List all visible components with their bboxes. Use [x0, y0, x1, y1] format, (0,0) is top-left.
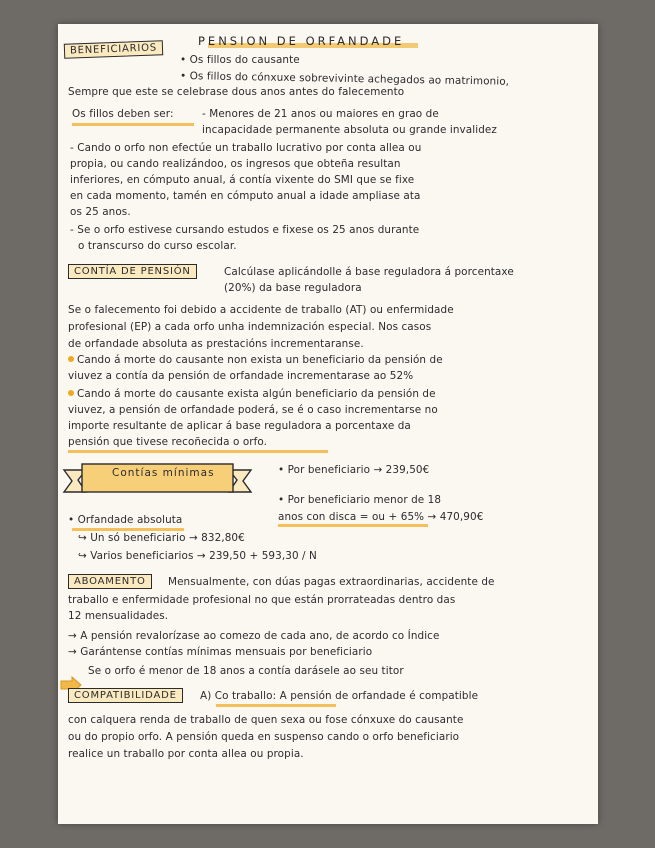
text-line: viuvez a contía da pensión de orfandade incrementarase ao 52% [68, 370, 414, 382]
page-title: PENSION DE ORFANDADE [198, 34, 405, 48]
text-line: Se o orfo é menor de 18 anos a contía darásele ao seu titor [88, 665, 404, 677]
text-line: 12 mensualidades. [68, 610, 169, 622]
text-line: os 25 anos. [70, 206, 131, 218]
subheading-underline [72, 123, 194, 126]
text-line: pensión que tivese recoñecida o orfo. [68, 436, 268, 448]
text-line: importe resultante de aplicar á base reguladora a porcentaxe da [68, 420, 411, 432]
text-line: (20%) da base reguladora [224, 282, 362, 294]
text-line: → Garántense contías mínimas mensuais por beneficiario [68, 646, 373, 658]
text-line: o transcurso do curso escolar. [78, 240, 237, 252]
text-line: Cando á morte do causante exista algún beneficiario da pensión de [68, 388, 436, 400]
text-line: - Menores de 21 anos ou maiores en grao de [202, 108, 439, 120]
heading-contia: CONTÍA DE PENSIÓN [68, 264, 197, 279]
text-underline [216, 704, 336, 707]
text-line: Os fillos deben ser: [72, 108, 174, 120]
text-line: → A pensión revalorízase ao comezo de cada ano, de acordo co Índice [68, 630, 440, 642]
text-line: con calquera renda de traballo de quen sexa ou fose cónxuxe do causante [68, 714, 464, 726]
text-line: ou do propio orfo. A pensión queda en suspenso cando o orfo beneficiario [68, 731, 460, 743]
text-underline [68, 450, 328, 453]
text-line: • Por beneficiario menor de 18 [278, 494, 442, 506]
text-line: profesional (EP) a cada orfo unha indemnización especial. Nos casos [68, 321, 432, 333]
text-line: Calcúlase aplicándolle á base reguladora á porcentaxe [224, 266, 514, 278]
text-line: ↪ Un só beneficiario → 832,80€ [78, 532, 245, 544]
text-line: • Orfandade absoluta [68, 514, 183, 526]
text-line: realice un traballo por conta allea ou propia. [68, 748, 304, 760]
text-line: Sempre que este se celebrase dous anos antes do falecemento [68, 86, 405, 98]
bullet-dot [68, 356, 74, 362]
ribbon-icon [60, 456, 255, 508]
text-line: en cada momento, tamén en cómputo anual a idade ampliase ata [70, 190, 421, 202]
text-line: traballo e enfermidade profesional no que están prorrateadas dentro das [68, 594, 456, 606]
text-line: propia, ou cando realizándoo, os ingresos que obteña resultan [70, 158, 401, 170]
text-line: Mensualmente, con dúas pagas extraordinarias, accidente de [168, 576, 495, 588]
text-line: ↪ Varios beneficiarios → 239,50 + 593,30 / N [78, 550, 317, 562]
text-line: inferiores, en cómputo anual, á contía vixente do SMI que se fixe [70, 174, 415, 186]
text-line: anos con disca = ou + 65% → 470,90€ [278, 511, 484, 523]
text-line: - Se o orfo estivese cursando estudos e fixese os 25 anos durante [70, 224, 420, 236]
text-line: viuvez, a pensión de orfandade poderá, se é o caso incrementarse no [68, 404, 438, 416]
text-line: incapacidade permanente absoluta ou grande invalidez [202, 124, 497, 136]
heading-abonamento: ABOAMENTO [68, 574, 152, 589]
notes-page [58, 24, 598, 824]
text-line: • Os fillos do causante [180, 54, 300, 66]
contias-minimas-banner [60, 456, 255, 508]
text-line: • Os fillos do cónxuxe sobrevivinte achegados ao matrimonio, [179, 70, 510, 88]
bullet-dot [68, 390, 74, 396]
heading-beneficiarios: BENEFICIARIOS [64, 40, 163, 58]
text-line: • Por beneficiario → 239,50€ [278, 464, 430, 476]
heading-compatibilidade: COMPATIBILIDADE [68, 688, 183, 703]
text-underline [278, 524, 428, 527]
text-line: Se o falecemento foi debido a accidente de traballo (AT) ou enfermidade [68, 304, 454, 316]
text-line: Cando á morte do causante non exista un beneficiario da pensión de [68, 354, 443, 366]
contias-minimas-label: Contías mínimas [112, 467, 215, 479]
text-line: A) Co traballo: A pensión de orfandade é compatible [200, 690, 479, 702]
text-line: - Cando o orfo non efectúe un traballo lucrativo por conta allea ou [70, 142, 422, 154]
text-underline [72, 528, 184, 531]
text-line: de orfandade absoluta as prestacións incrementaranse. [68, 338, 364, 350]
